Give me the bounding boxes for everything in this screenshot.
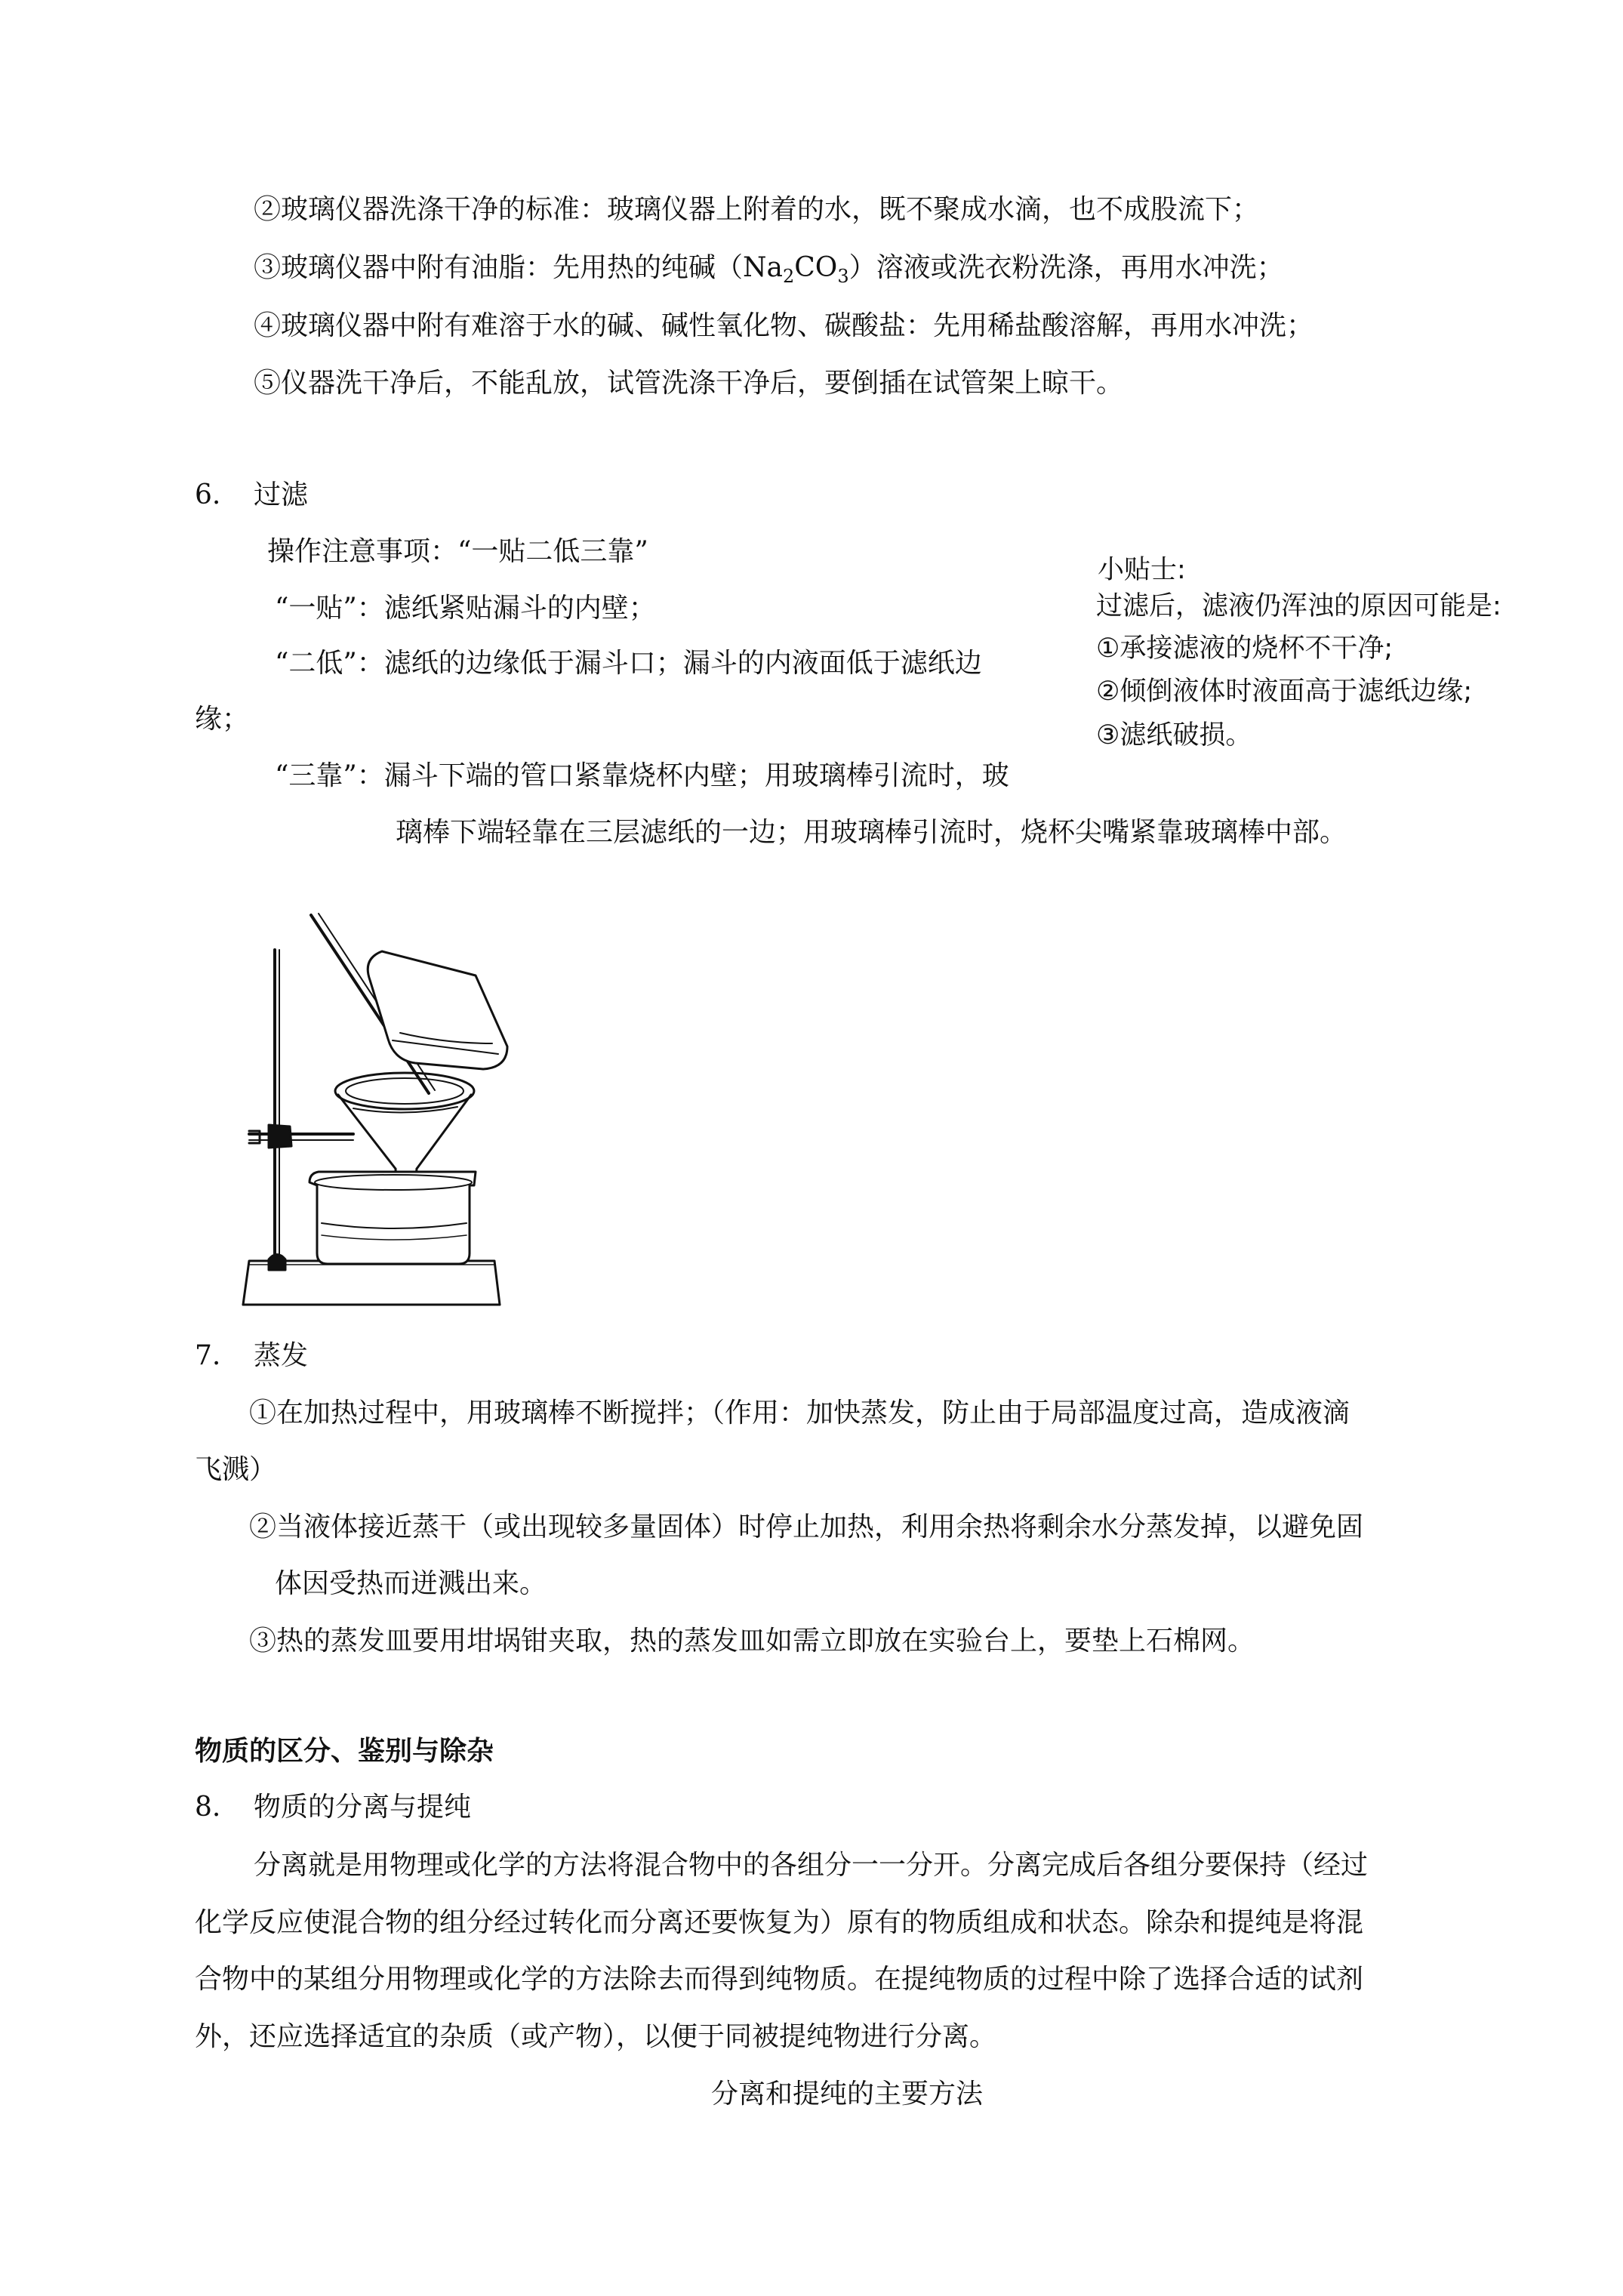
separation-paragraph-line2: 化学反应使混合物的组分经过转化而分离还要恢复为）原有的物质组成和状态。除杂和提纯是将混 [195,1907,1364,1938]
separation-paragraph-line4: 外，还应选择适宜的杂质（或产物），以便于同被提纯物进行分离。 [195,2021,997,2052]
filtration-erdi-line2: 缘； [195,704,250,735]
cleaning-item-2: ②玻璃仪器洗涤干净的标准：玻璃仪器上附着的水，既不聚成水滴，也不成股流下； [254,194,1260,225]
section-8-title: 物质的分离与提纯 [254,1792,472,1823]
filtration-erdi-line1: “二低”：滤纸的边缘低于漏斗口；漏斗的内液面低于滤纸边 [275,648,982,679]
cleaning-item-5: ⑤仪器洗干净后，不能乱放，试管洗涤干净后，要倒插在试管架上晾干。 [254,368,1124,399]
section-6-number: 6. [195,479,221,510]
cleaning-item-4: ④玻璃仪器中附有难溶于水的碱、碱性氧化物、碳酸盐：先用稀盐酸溶解，再用水冲洗； [254,310,1314,341]
separation-paragraph-line1: 分离就是用物理或化学的方法将混合物中的各组分一一分开。分离完成后各组分要保持（经过 [254,1850,1369,1881]
cleaning-item-3-text-b: CO [794,252,838,283]
filtration-sankao-line1: “三靠”：漏斗下端的管口紧靠烧杯内壁；用玻璃棒引流时，玻 [275,760,1009,791]
section-7-number: 7. [195,1340,221,1371]
evaporation-item-2-line1: ②当液体接近蒸干（或出现较多量固体）时停止加热，利用余热将剩余水分蒸发掉，以避免固 [249,1512,1364,1542]
cleaning-item-3-text-c: ）溶液或洗衣粉洗涤，再用水冲洗； [848,252,1284,283]
section-heading: 物质的区分、鉴别与除杂 [195,1735,494,1767]
cleaning-item-3-subscript-b: 3 [837,266,849,288]
filtration-yitie: “一贴”：滤纸紧贴漏斗的内壁； [275,593,656,624]
table-caption: 分离和提纯的主要方法 [711,2079,984,2110]
section-6-title: 过滤 [254,479,309,510]
evaporation-item-1-line2: 飞溅） [195,1454,277,1485]
section-8-number: 8. [195,1792,221,1823]
cleaning-item-3 [254,251,1284,288]
evaporation-item-1-line1: ①在加热过程中，用玻璃棒不断搅拌；（作用：加快蒸发，防止由于局部温度过高，造成液滴 [249,1398,1350,1428]
iron-ring-clamp [249,1125,353,1148]
iron-stand-rod [269,950,285,1270]
receiving-beaker [310,1172,476,1264]
tip-item-3: ③滤纸破损。 [1096,720,1252,750]
tip-item-1: ①承接滤液的烧杯不干净; [1096,633,1394,664]
tip-item-2: ②倾倒液体时液面高于滤纸边缘; [1096,676,1473,707]
evaporation-item-2-line2: 体因受热而迸溅出来。 [275,1568,547,1599]
cleaning-item-3-text-a: ③玻璃仪器中附有油脂：先用热的纯碱（Na [254,252,783,283]
filtration-apparatus-illustration [226,906,544,1329]
evaporation-item-3: ③热的蒸发皿要用坩埚钳夹取，热的蒸发皿如需立即放在实验台上，要垫上石棉网。 [249,1626,1255,1657]
section-7-title: 蒸发 [254,1340,309,1371]
cleaning-item-3-subscript-a: 2 [782,266,795,288]
tip-intro: 过滤后，滤液仍浑浊的原因可能是: [1096,591,1501,621]
filtration-intro: 操作注意事项：“一贴二低三靠” [267,536,648,567]
pouring-beaker [368,951,507,1069]
separation-paragraph-line3: 合物中的某组分用物理或化学的方法除去而得到纯物质。在提纯物质的过程中除了选择合适的试剂 [195,1964,1364,1995]
filtration-sankao-line2: 璃棒下端轻靠在三层滤纸的一边；用玻璃棒引流时，烧杯尖嘴紧靠玻璃棒中部。 [396,817,1347,848]
tip-title: 小贴士: [1098,555,1186,585]
